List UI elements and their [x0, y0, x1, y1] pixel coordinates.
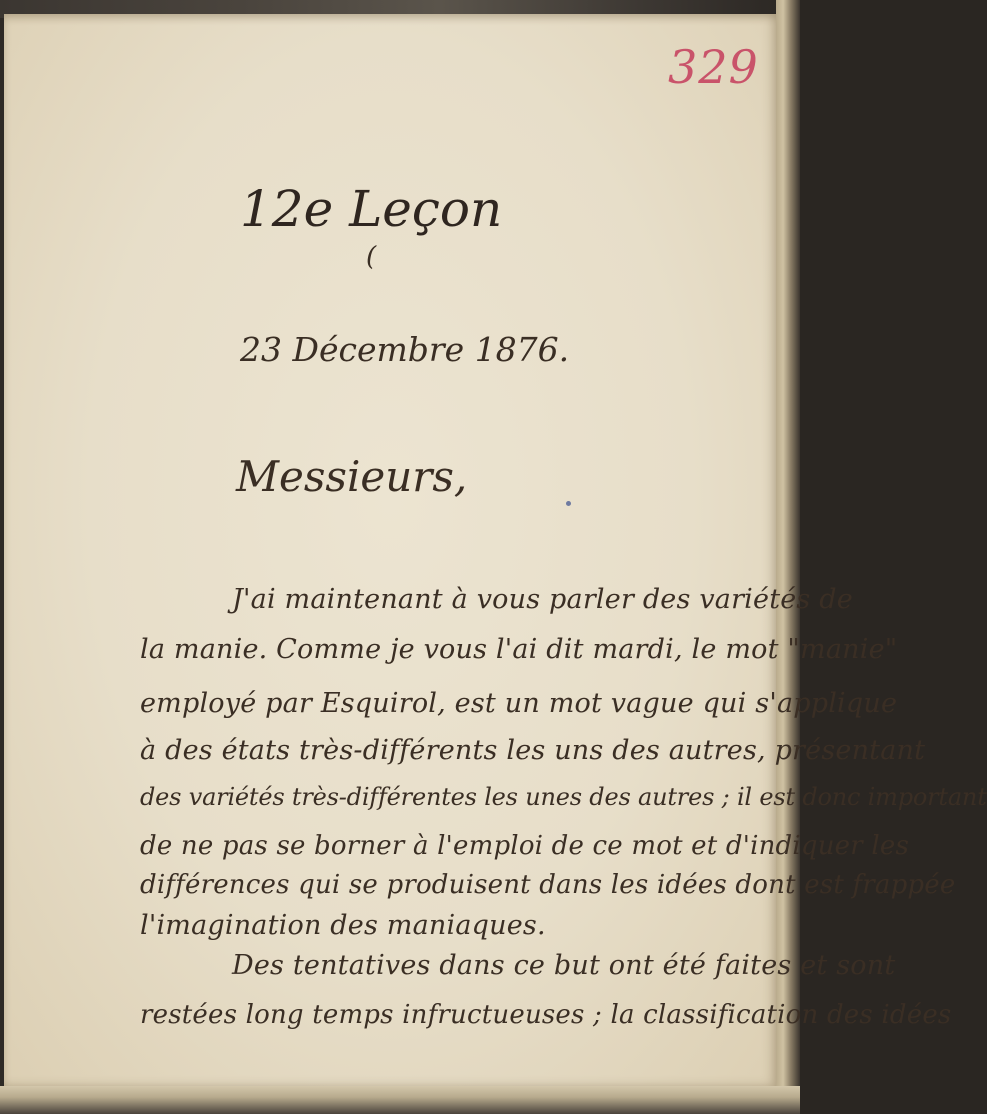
text-line-4: à des états très-différents les uns des autres, présentant	[140, 735, 926, 766]
text-line-5: des variétés très-différentes les unes des autres ; il est donc important	[140, 783, 987, 811]
text-line-10: restées long temps infructueuses ; la classification des idées	[140, 1000, 952, 1030]
page-bottom-edge	[0, 1086, 800, 1114]
folio-number: 329	[668, 40, 759, 94]
text-line-7: différences qui se produisent dans les idées dont est frappée	[140, 870, 956, 900]
page-stack-edge	[776, 0, 800, 1114]
text-line-9: Des tentatives dans ce but ont été faites et sont	[232, 950, 896, 981]
text-line-8: l'imagination des maniaques.	[140, 910, 546, 941]
salutation: Messieurs,	[236, 452, 468, 501]
lecture-title: 12e Leçon	[240, 180, 503, 238]
ink-spot	[566, 501, 571, 506]
text-line-2: la manie. Comme je vous l'ai dit mardi, le mot "manie"	[140, 634, 898, 665]
text-line-1: J'ai maintenant à vous parler des variétés de	[232, 584, 853, 615]
text-line-3: employé par Esquirol, est un mot vague qui s'applique	[140, 688, 898, 719]
text-line-6: de ne pas se borner à l'emploi de ce mot et d'indiquer les	[140, 831, 910, 861]
title-flourish: (	[366, 242, 377, 272]
lecture-date: 23 Décembre 1876.	[240, 330, 570, 369]
